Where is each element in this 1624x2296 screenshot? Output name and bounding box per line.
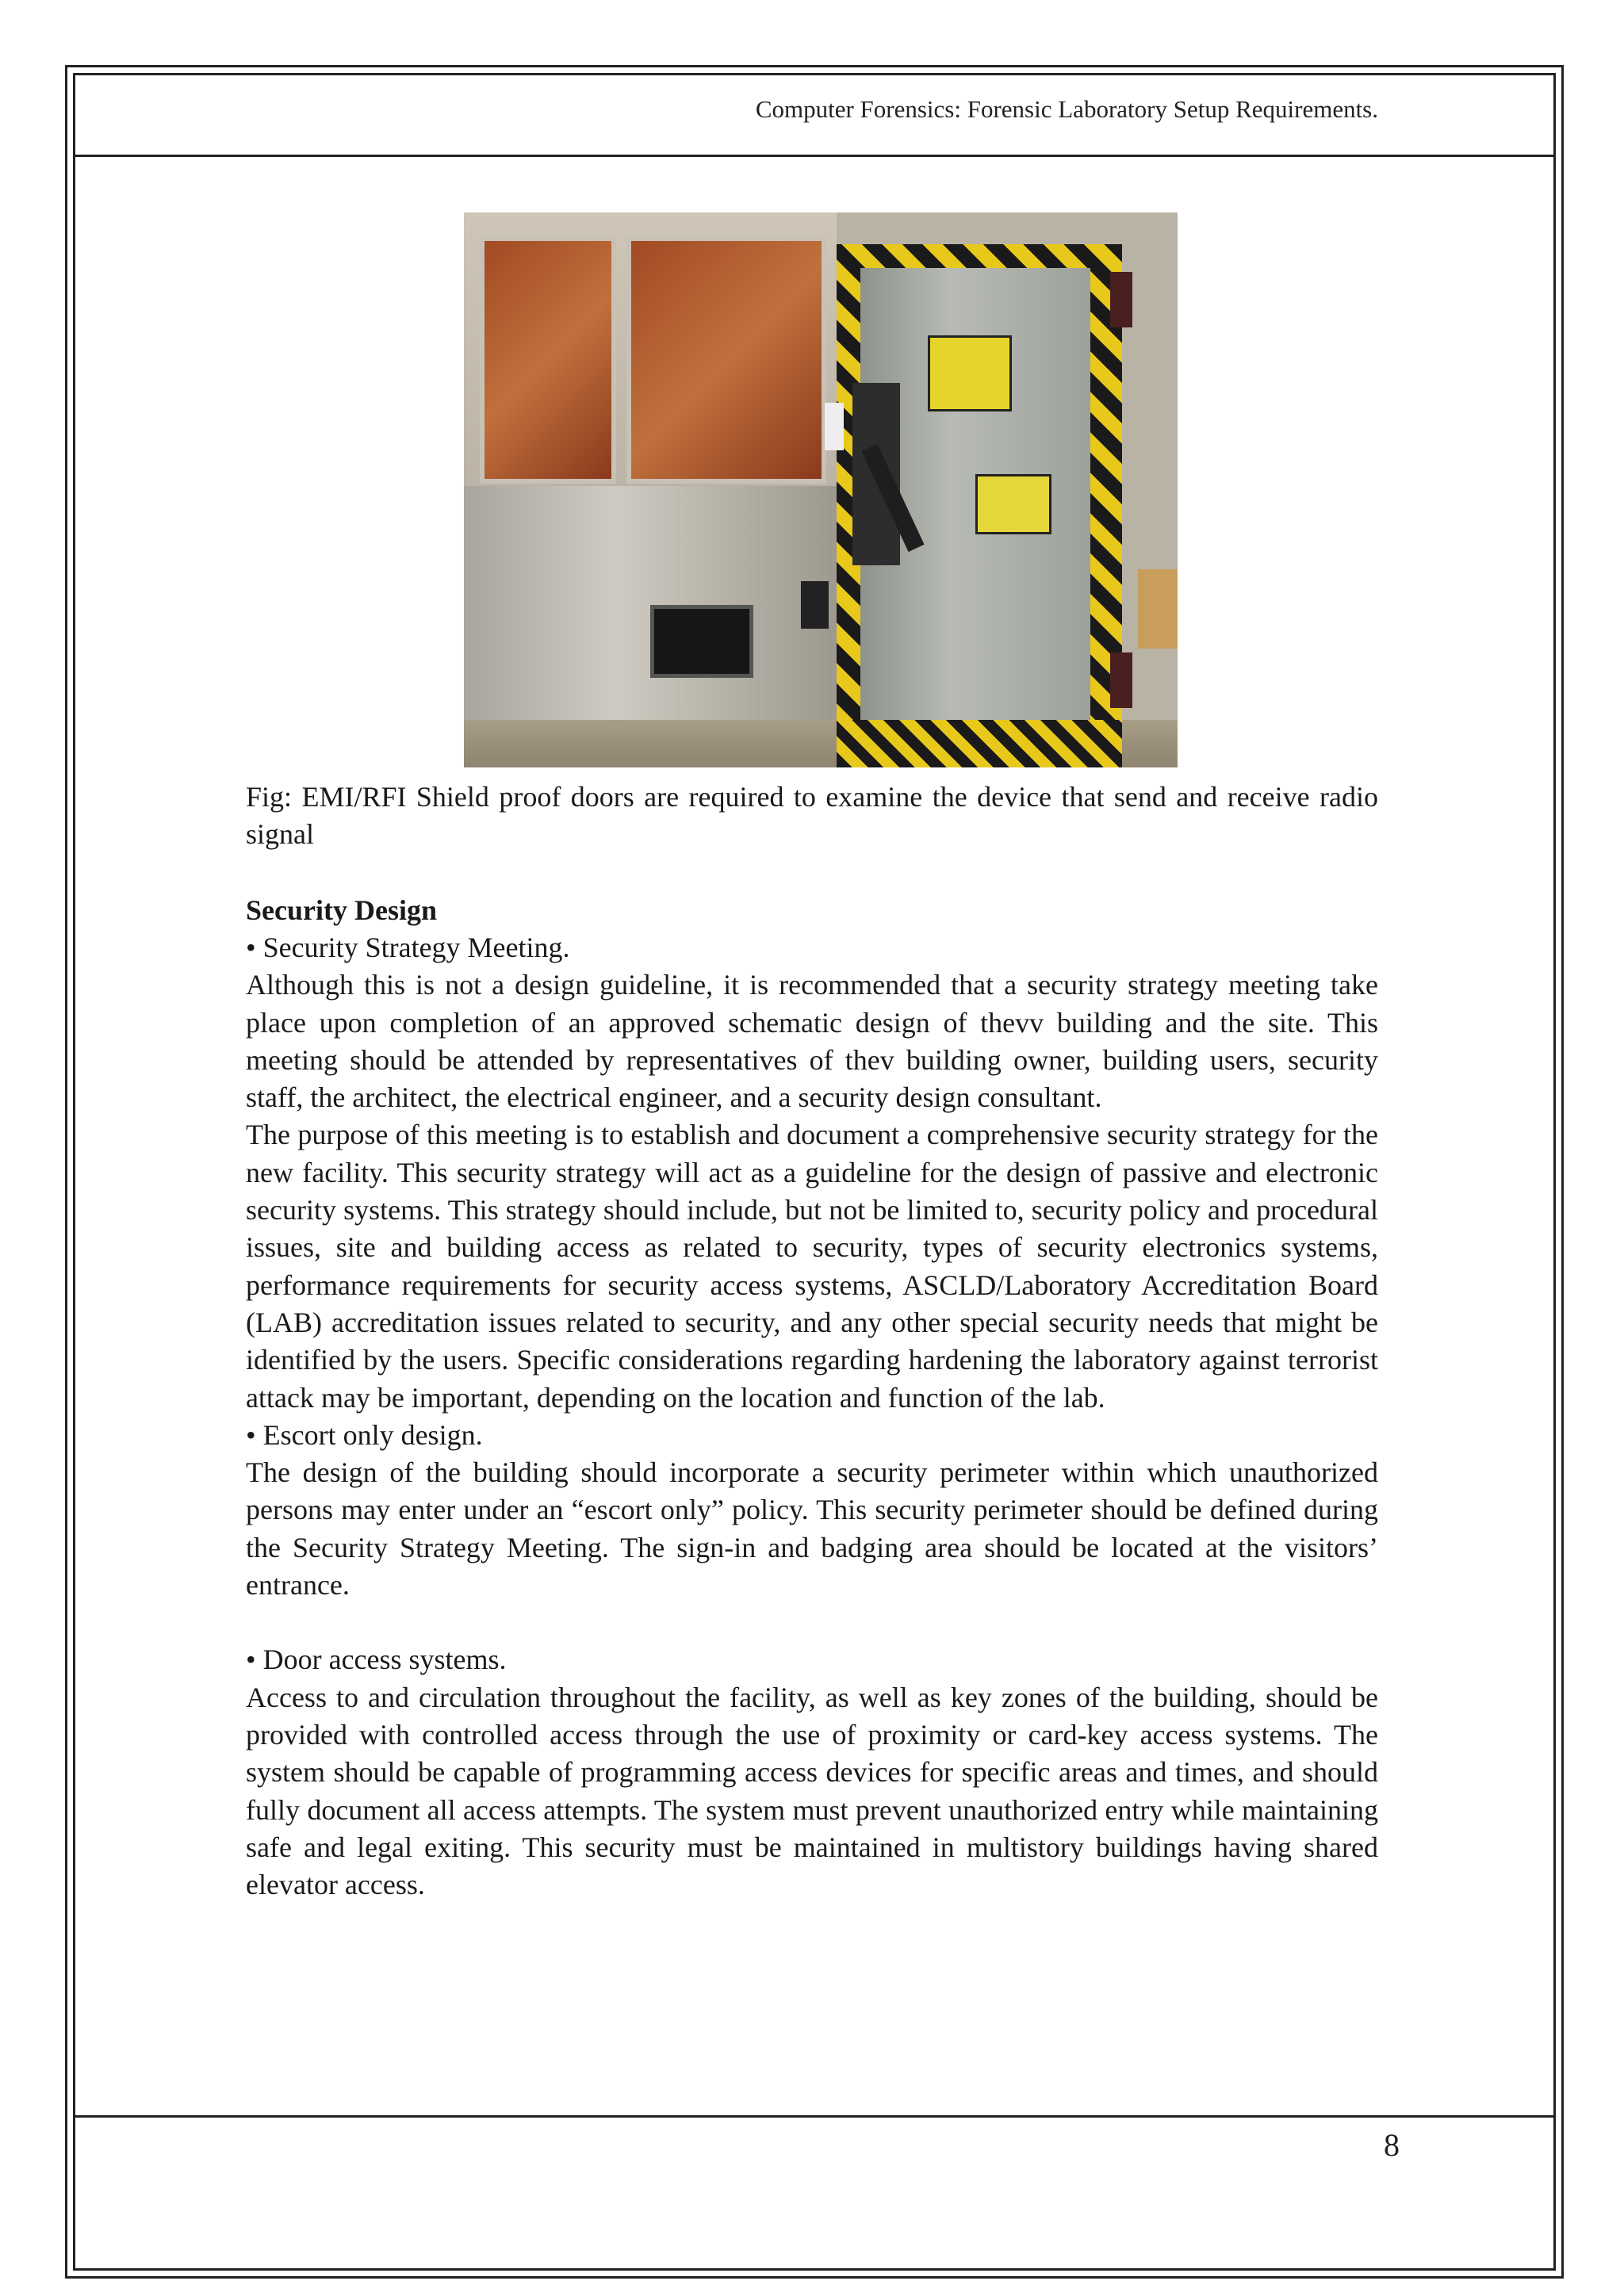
bullet-escort-only-design: • Escort only design. bbox=[246, 1418, 483, 1451]
paragraph-strategy-meeting: Although this is not a design guideline, it is recommended that a security strategy meeting take place upon completion of an approved schematic design of thevv building and the site. This meeting should be attended by representatives of thev building owner, building users, security staff, the architect, the electrical engineer, and a security design consultant. bbox=[246, 969, 1378, 1114]
security-design-section bbox=[246, 892, 1378, 1904]
bullet-security-strategy-meeting: • Security Strategy Meeting. bbox=[246, 932, 570, 963]
figure-caption: Fig: EMI/RFI Shield proof doors are required to examine the device that send and receive radio signal bbox=[246, 781, 1378, 850]
footer-rule bbox=[73, 2115, 1556, 2118]
paragraph-door-access: Access to and circulation throughout the facility, as well as key zones of the building, should be provided with controlled access through the use of proximity or card-key access systems. The system should be capable of programming access devices for specific areas and times, and should fully document all access attempts. The system must prevent unauthorized entry while maintaining safe and legal exiting. This security must be maintained in multistory buildings having shared elevator access. bbox=[246, 1681, 1378, 1901]
warning-sign bbox=[975, 474, 1051, 534]
header-rule bbox=[73, 155, 1556, 157]
emi-rfi-shielded-door-photo bbox=[464, 212, 1178, 767]
paragraph-purpose: The purpose of this meeting is to establish and document a comprehensive security strategy for the new facility. This security strategy will act as a guideline for the design of passive and electronic security systems. This strategy should include, but not be limited to, security policy and procedural issues, site and building access as related to security, types of security electronics systems, performance requirements for security access systems, ASCLD/Laboratory Accreditation Board (LAB) accreditation issues related to security, and any other special security needs that might be identified by the users. Specific considerations regarding hardening the laboratory against terrorist attack may be important, depending on the location and function of the lab. bbox=[246, 1119, 1378, 1414]
caution-sign bbox=[928, 335, 1012, 411]
paragraph-escort-only: The design of the building should incorporate a security perimeter within which unauthorized persons may enter under an “escort only” policy. This security perimeter should be defined during the Security Strategy Meeting. The sign-in and badging area should be located at the visitors’ entrance. bbox=[246, 1456, 1378, 1601]
section-heading: Security Design bbox=[246, 894, 437, 926]
bullet-door-access-systems: • Door access systems. bbox=[246, 1644, 507, 1676]
page-number: 8 bbox=[1384, 2127, 1400, 2163]
running-header: Computer Forensics: Forensic Laboratory Setup Requirements. bbox=[755, 95, 1378, 123]
